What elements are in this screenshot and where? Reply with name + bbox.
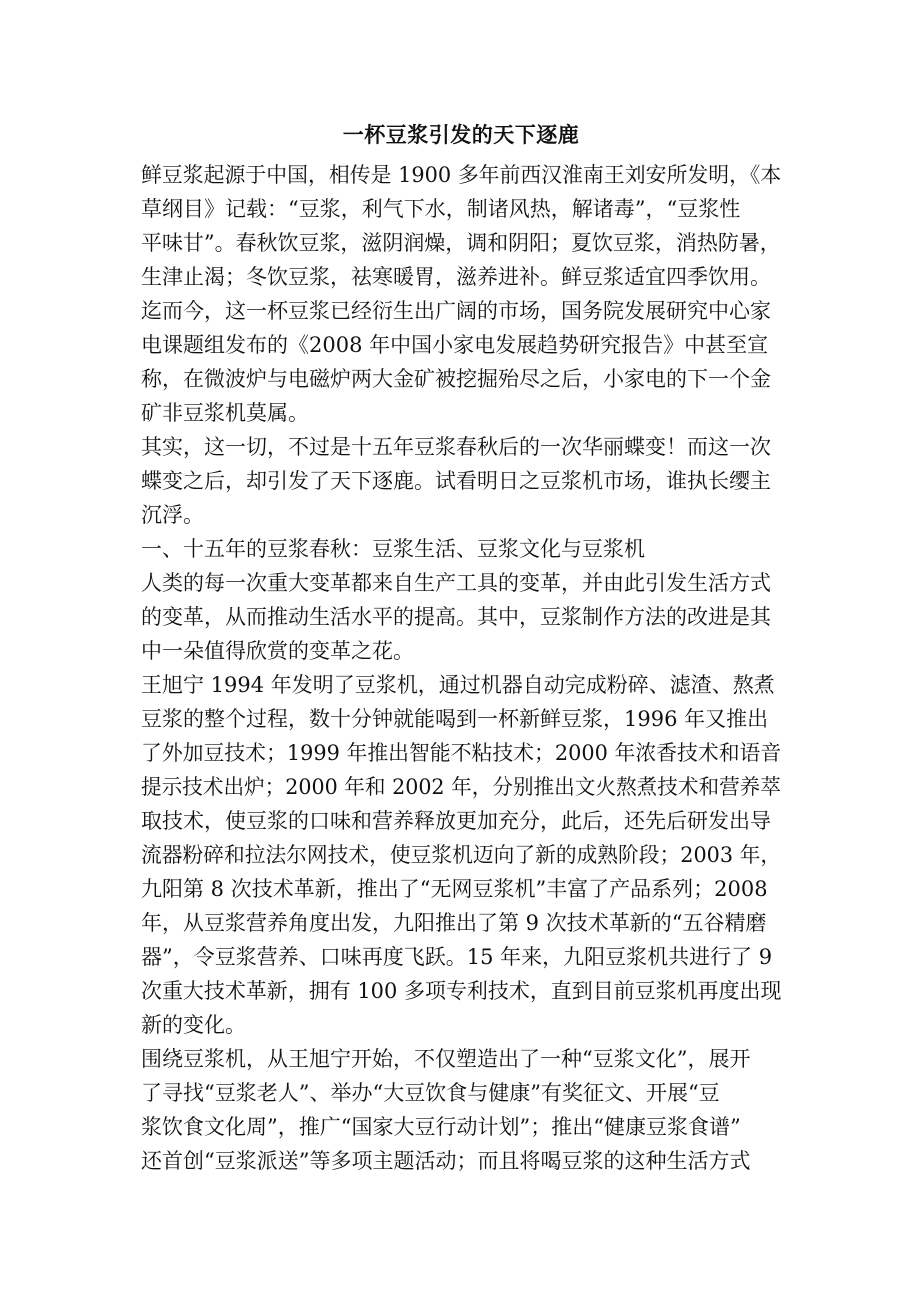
- paragraph-p4: [141, 566, 781, 668]
- text-line: 提示技术出炉；2000 年和 2002 年，分别推出文火熬煮技术和营养萃: [141, 775, 781, 799]
- text-line: 取技术，使豆浆的口味和营养释放更加充分，此后，还先后研发出导: [141, 809, 771, 833]
- text-line: 九阳第 8 次技术革新，推出了“无网豆浆机”丰富了产品系列；2008: [141, 877, 768, 901]
- text-line: 人类的每一次重大变革都来自生产工具的变革，并由此引发生活方式: [141, 571, 771, 595]
- text-line: 草纲目》记载：“豆浆，利气下水，制诸风热，解诸毒”，“豆浆性: [141, 197, 741, 221]
- paragraph-p3: [141, 532, 781, 566]
- text-line: 流器粉碎和拉法尔网技术，使豆浆机迈向了新的成熟阶段；2003 年，: [141, 843, 781, 867]
- text-line: 王旭宁 1994 年发明了豆浆机，通过机器自动完成粉碎、滤渣、熬煮: [141, 673, 775, 697]
- text-line: 沉浮。: [141, 503, 204, 527]
- document-page: [141, 112, 781, 1178]
- text-line: 了外加豆技术；1999 年推出智能不粘技术；2000 年浓香技术和语音: [141, 741, 781, 765]
- document-title: 一杯豆浆引发的天下逐鹿: [342, 122, 580, 147]
- text-line: 蝶变之后，却引发了天下逐鹿。试看明日之豆浆机市场，谁执长缨主: [141, 469, 771, 493]
- text-line: 矿非豆浆机莫属。: [141, 401, 309, 425]
- text-line: 年，从豆浆营养角度出发，九阳推出了第 9 次技术革新的“五谷精磨: [141, 911, 767, 935]
- paragraph-p1: [141, 158, 781, 430]
- text-line: 器”，令豆浆营养、口味再度飞跃。15 年来，九阳豆浆机共进行了 9: [141, 945, 773, 969]
- text-line: 次重大技术革新，拥有 100 多项专利技术，直到目前豆浆机再度出现: [141, 979, 781, 1003]
- text-line: 的变革，从而推动生活水平的提高。其中，豆浆制作方法的改进是其: [141, 605, 771, 629]
- text-line: 迄而今，这一杯豆浆已经衍生出广阔的市场，国务院发展研究中心家: [141, 299, 771, 323]
- text-line: 称，在微波炉与电磁炉两大金矿被挖掘殆尽之后，小家电的下一个金: [141, 367, 771, 391]
- text-line: 围绕豆浆机，从王旭宁开始，不仅塑造出了一种“豆浆文化”，展开: [141, 1047, 751, 1071]
- text-line: 豆浆的整个过程，数十分钟就能喝到一杯新鲜豆浆，1996 年又推出: [141, 707, 769, 731]
- text-line: 其实，这一切，不过是十五年豆浆春秋后的一次华丽蝶变！而这一次: [141, 435, 771, 459]
- text-line: 中一朵值得欣赏的变革之花。: [141, 639, 414, 663]
- text-line: 一、十五年的豆浆春秋：豆浆生活、豆浆文化与豆浆机: [141, 537, 645, 561]
- paragraph-p5: [141, 668, 781, 1042]
- text-line: 电课题组发布的《2008 年中国小家电发展趋势研究报告》中甚至宣: [141, 333, 769, 357]
- paragraph-p6: [141, 1042, 781, 1178]
- text-line: 浆饮食文化周”，推广“国家大豆行动计划”；推出“健康豆浆食谱”: [141, 1115, 741, 1139]
- text-line: 了寻找“豆浆老人”、举办“大豆饮食与健康”有奖征文、开展“豆: [141, 1081, 720, 1105]
- document-body: [141, 158, 781, 1178]
- text-line: 还首创“豆浆派送”等多项主题活动；而且将喝豆浆的这种生活方式: [141, 1149, 751, 1173]
- text-line: 平味甘”。春秋饮豆浆，滋阴润燥，调和阴阳；夏饮豆浆，消热防暑，: [141, 231, 781, 255]
- paragraph-p2: [141, 430, 781, 532]
- text-line: 生津止渴；冬饮豆浆，祛寒暖胃，滋养进补。鲜豆浆适宜四季饮用。: [141, 265, 771, 289]
- text-line: 鲜豆浆起源于中国，相传是 1900 多年前西汉淮南王刘安所发明，《本: [141, 163, 781, 187]
- text-line: 新的变化。: [141, 1013, 246, 1037]
